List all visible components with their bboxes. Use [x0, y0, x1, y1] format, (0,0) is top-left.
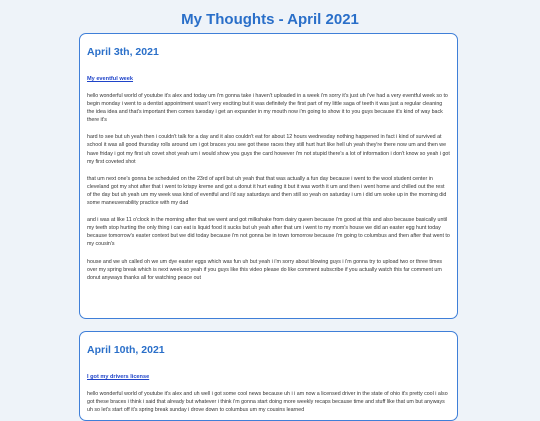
entry-paragraph: and i was at like 11 o'clock in the morning after that we went and got milkshake from dairy queen because i'm good at this and also because basically until my teeth stop hurting the only thing i can eat is liquid food it sucks but uh yeah after that um i went to my mom's house we did an easter egg hunt today because tomorrow's easter context but we did today because i'm not gonna be in town tomorrow because i'm going to columbus and then after that went to my cousin's	[87, 217, 450, 248]
entry-paragraph: that um next one's gonna be scheduled on the 23rd of april but uh yeah that that was actually a fun day because i went to the wool student center in cleveland got my shot after that i went to krispy kreme and got a donut it hurt eating it but it was worth it um and then i went home and chilled out the rest of the day but uh yeah um my week was kind of eventful and i'd say saturdays and then still so yeah on saturday i um i did um woke up in the morning did some maneuverability practice with my dad	[87, 175, 447, 207]
entry-paragraph: hard to see but uh yeah then i couldn't talk for a day and it also couldn't eat for about 12 hours wednesday nothing happened in fact i kind of survived at school it was all good thursday rolls around um i got braces you see got these races they still hurt hurt like hell uh yeah they're there now um and then we have friday i got my first uh covet shot yeah um i would show you guys the card however i'm not stupid there's a lot of information i don't know so yeah i got my first coveted shot	[87, 134, 450, 165]
entry-title-link[interactable]: My eventful week	[87, 76, 134, 82]
entry-paragraph: hello wonderful world of youtube it's alex and today um i'm gonna take i haven't uploaded in a week i'm sorry it's just uh i've had a very eventful week so to begin monday i went to a dentist appointment wasn't very exciting but it was definitely the first part of my little saga of teeth it was just a regular cleaning the idea idea and that's important then comes tuesday i get an expander in my mouth now i'm going to show it to you guys because it's kind of way back there it's	[87, 93, 448, 124]
entry-title-link[interactable]: I got my drivers license	[87, 374, 150, 380]
entry-date: April 3th, 2021	[87, 46, 159, 58]
journal-entry-card	[79, 33, 458, 319]
entry-paragraph: house and we uh called oh we um dye easter eggs which was fun uh but yeah i i'm sorry about blowing guys i i'm gonna try to upload two or three times over my spring break which is next week so yeah if you guys like this video please do like comment subscribe if you actually watch this far comment um donut anyways thanks all for watching peace out	[87, 258, 443, 281]
entry-date: April 10th, 2021	[87, 344, 165, 356]
entry-paragraph: hello wonderful world of youtube it's alex and uh well i got some cool news because uh i i am now a licensed driver in the state of ohio it's pretty cool i also got these braces i think i said that already but whatever i think i'm gonna start doing more weekly recaps because time and stuff like that um but anyways uh so let's start off it's spring break sunday i drove down to columbus um my cousins learned	[87, 391, 448, 414]
page-title: My Thoughts - April 2021	[181, 11, 359, 28]
journal-entry-card	[79, 331, 458, 421]
